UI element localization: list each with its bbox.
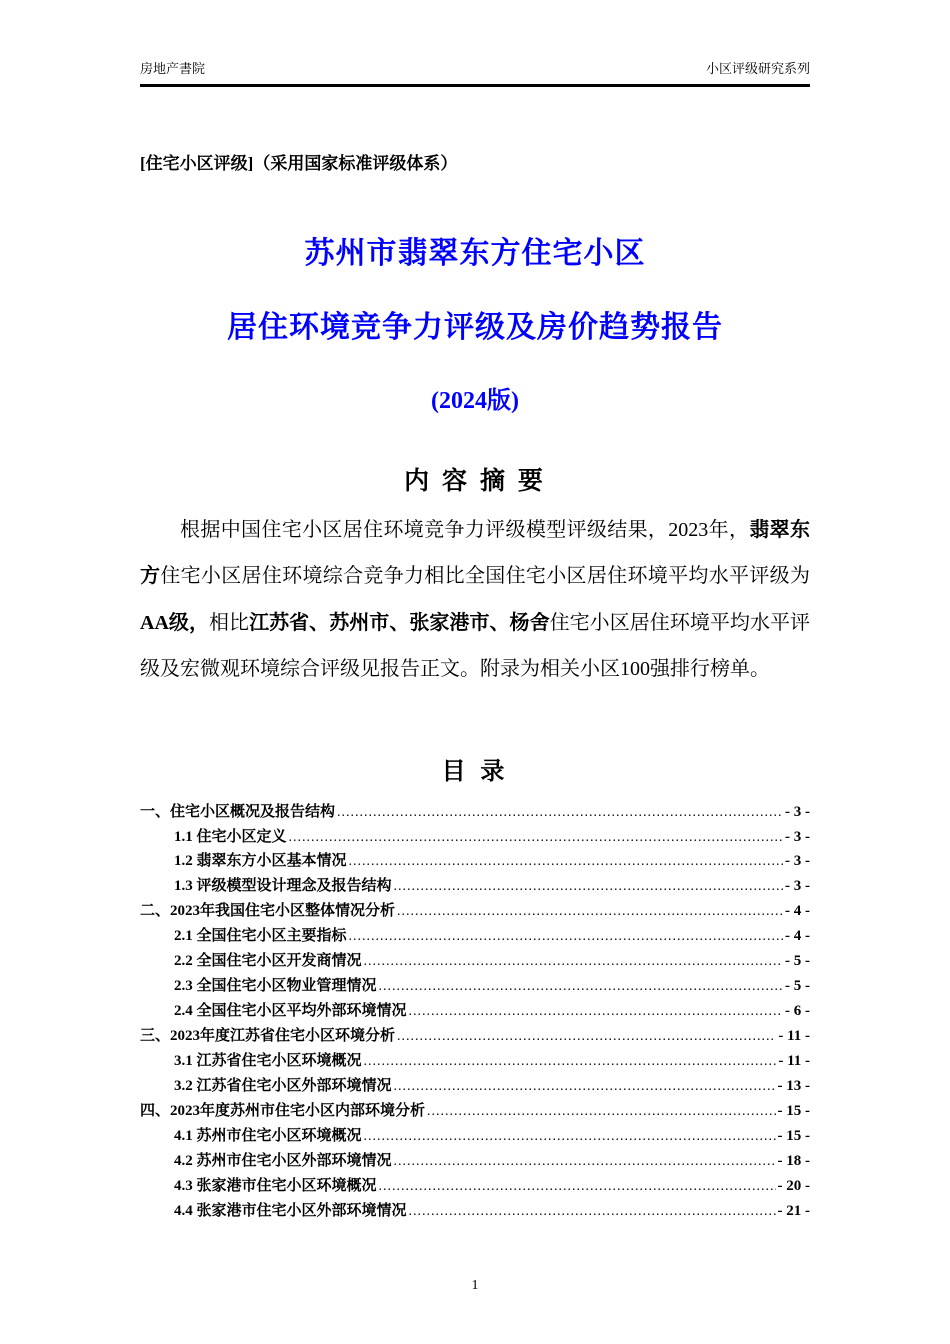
toc-item — [140, 899, 810, 924]
toc-item — [140, 849, 810, 874]
toc-page-number: - 5 - — [785, 953, 810, 970]
toc-dot-leader — [337, 800, 783, 825]
page-header — [140, 58, 810, 87]
toc-dot-leader — [394, 1074, 776, 1099]
abstract-heading: 内 容 摘 要 — [404, 467, 546, 495]
toc-page-number: - 5 - — [785, 978, 810, 995]
toc-item — [140, 825, 810, 850]
header-left-text: 房地产書院 — [140, 61, 206, 76]
toc-dot-leader — [397, 1024, 776, 1049]
toc-item-label: 4.3 张家港市住宅小区环境概况 — [174, 1177, 377, 1194]
toc-page-number: - 3 - — [785, 803, 810, 820]
toc-item — [140, 974, 810, 999]
abstract-segment: 江苏省、苏州市、张家港市、杨舍 — [249, 611, 550, 634]
toc-page-number: - 20 - — [777, 1177, 810, 1194]
toc-page-number: - 15 - — [777, 1103, 810, 1119]
toc-item-label: 4.2 苏州市住宅小区外部环境情况 — [174, 1152, 392, 1169]
toc-dot-leader — [427, 1099, 775, 1124]
toc-dot-leader — [409, 999, 783, 1024]
toc-item — [140, 1099, 810, 1124]
toc-item-label: 1.3 评级模型设计理念及报告结构 — [174, 878, 392, 895]
report-title-line1: 苏州市翡翠东方住宅小区 — [304, 237, 646, 270]
page-number: 1 — [471, 1278, 479, 1293]
toc-item — [140, 1124, 810, 1149]
toc-page-number: - 3 - — [785, 878, 810, 895]
toc-item-label: 2.1 全国住宅小区主要指标 — [174, 928, 347, 945]
toc-dot-leader — [364, 1049, 777, 1074]
toc-item-label: 二、2023年我国住宅小区整体情况分析 — [140, 903, 396, 920]
toc-item-label: 四、2023年度苏州市住宅小区内部环境分析 — [140, 1103, 426, 1119]
toc-dot-leader — [349, 924, 783, 949]
toc-page-number: - 18 - — [777, 1152, 810, 1169]
toc-page-number: - 4 - — [785, 903, 810, 920]
toc-dot-leader — [379, 1174, 776, 1199]
toc-item-label: 1.2 翡翠东方小区基本情况 — [174, 853, 347, 870]
toc-item-label: 一、住宅小区概况及报告结构 — [140, 803, 336, 820]
toc-page-number: - 3 - — [785, 828, 810, 845]
toc-page-number: - 15 - — [777, 1127, 810, 1144]
abstract-paragraph — [140, 507, 810, 693]
toc-dot-leader — [289, 825, 783, 850]
toc-page-number: - 11 - — [778, 1028, 810, 1045]
toc-item — [140, 999, 810, 1024]
toc-item — [140, 800, 810, 825]
toc-dot-leader — [349, 849, 783, 874]
toc-page-number: - 6 - — [785, 1003, 810, 1020]
report-title-edition: (2024版) — [431, 388, 519, 414]
toc-dot-leader — [364, 1124, 776, 1149]
toc-item — [140, 949, 810, 974]
toc-page-number: - 3 - — [785, 853, 810, 870]
toc-dot-leader — [394, 1149, 776, 1174]
abstract-segment: 相比 — [209, 611, 250, 634]
toc-dot-leader — [409, 1199, 776, 1224]
toc-page-number: - 21 - — [777, 1202, 810, 1219]
toc-list — [140, 800, 810, 1224]
toc-dot-leader — [394, 874, 783, 899]
toc-page-number: - 11 - — [778, 1053, 810, 1070]
toc-item-label: 1.1 住宅小区定义 — [174, 828, 287, 845]
abstract-segment: 根据中国住宅小区居住环境竞争力评级模型评级结果，2023年， — [180, 519, 750, 541]
toc-page-number: - 4 - — [785, 928, 810, 945]
toc-item-label: 4.1 苏州市住宅小区环境概况 — [174, 1127, 362, 1144]
toc-heading: 目 录 — [441, 757, 509, 785]
toc-item-label: 2.2 全国住宅小区开发商情况 — [174, 953, 362, 970]
toc-dot-leader — [379, 974, 783, 999]
abstract-segment: 住宅小区居住环境平均水平评级及宏微观环境综合评级见报告正文。附录为相关小区100强排行榜单。 — [140, 611, 811, 681]
report-title-block — [140, 228, 810, 415]
report-title-line2: 居住环境竞争力评级及房价趋势报告 — [227, 311, 723, 344]
toc-item — [140, 1049, 810, 1074]
toc-page-number: - 13 - — [777, 1078, 810, 1095]
rating-system-note: [住宅小区评级]（采用国家标准评级体系） — [140, 154, 458, 173]
page-footer — [0, 1278, 950, 1294]
toc-item — [140, 1199, 810, 1224]
toc-item — [140, 924, 810, 949]
toc-item — [140, 1174, 810, 1199]
toc-item-label: 4.4 张家港市住宅小区外部环境情况 — [174, 1202, 407, 1219]
abstract-segment: 住宅小区居住环境综合竞争力相比全国住宅小区居住环境平均水平评级为 — [160, 565, 810, 588]
toc-item — [140, 874, 810, 899]
toc-item — [140, 1024, 810, 1049]
toc-item-label: 3.2 江苏省住宅小区外部环境情况 — [174, 1078, 392, 1095]
abstract-segment: 翡翠东方 — [140, 519, 811, 588]
toc-dot-leader — [397, 899, 783, 924]
toc-item — [140, 1074, 810, 1099]
header-right-text: 小区评级研究系列 — [705, 61, 810, 76]
toc-item-label: 2.4 全国住宅小区平均外部环境情况 — [174, 1003, 407, 1020]
toc-dot-leader — [364, 949, 783, 974]
toc-item — [140, 1149, 810, 1174]
toc-item-label: 三、2023年度江苏省住宅小区环境分析 — [140, 1028, 396, 1045]
toc-item-label: 2.3 全国住宅小区物业管理情况 — [174, 978, 377, 995]
toc-item-label: 3.1 江苏省住宅小区环境概况 — [174, 1053, 362, 1070]
abstract-segment: AA级， — [140, 611, 209, 634]
